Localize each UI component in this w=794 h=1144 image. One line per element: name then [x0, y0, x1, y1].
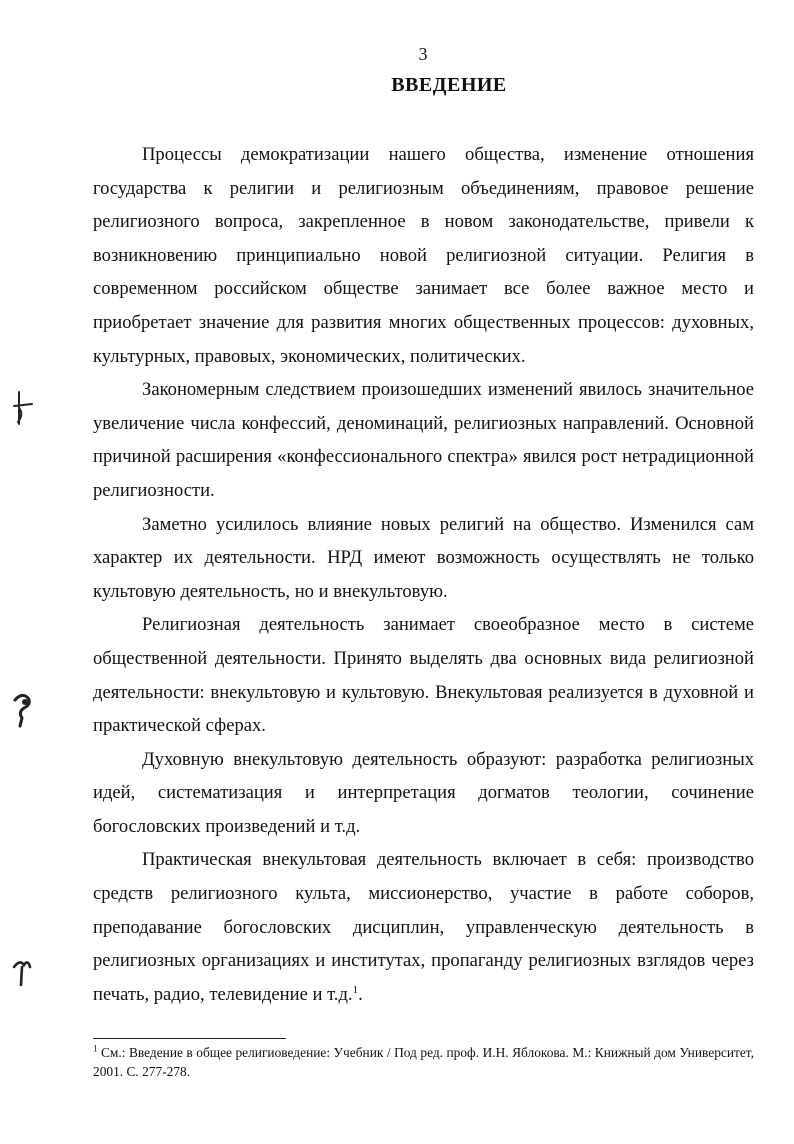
- paragraph-6: [93, 843, 754, 1011]
- paragraph-4-text: Религиозная деятельность занимает своеобразное место в системе общественной деятельности. Принято выделять два основных вида религиозной деятельности: внекультовую и культовую. Внекультовая реализуется в духовной и практической сферах.: [93, 614, 754, 737]
- paragraph-4: [93, 608, 754, 742]
- page-title: ВВЕДЕНИЕ: [391, 74, 507, 96]
- paragraph-1-text: Процессы демократизации нашего общества, изменение отношения государства к религии и религиозным объединениям, правовое решение религиозного вопроса, закрепленное в новом законодательстве, привели к возникновению принципиально новой религиозной ситуации. Религия в современном российском обществе занимает все более важное место и приобретает значение для развития многих общественных процессов: духовных, культурных, правовых, экономических, политических.: [93, 144, 754, 367]
- paragraph-5-text: Духовную внекультовую деятельность образуют: разработка религиозных идей, систематизация и интерпретация догматов теологии, сочинение богословских произведений и т.д.: [93, 748, 754, 837]
- paragraph-3-text: Заметно усилилось влияние новых религий на общество. Изменился сам характер их деятельности. НРД имеют возможность осуществлять не только культовую деятельность, но и внекультовую.: [93, 513, 754, 602]
- margin-scan-mark: [10, 388, 36, 433]
- paragraph-6-text: Практическая внекультовая деятельность включает в себя: производство средств религиозного культа, миссионерство, участие в работе соборов, преподавание богословских дисциплин, управленческую деятельность в религиозных организациях и институтах, пропаганду религиозных взглядов через печать, радио, телевидение и т.д.: [93, 849, 754, 1005]
- footnote-reference[interactable]: 1: [352, 983, 359, 996]
- paragraph-2: [93, 373, 754, 507]
- footnote-text: См.: Введение в общее религиоведение: Учебник / Под ред. проф. И.Н. Яблокова. М.: Книжный дом Университет, 2001. С. 277-278.: [93, 1045, 754, 1079]
- page-number: 3: [418, 44, 428, 64]
- paragraph-6-end: .: [358, 983, 363, 1005]
- footnote: [93, 1044, 754, 1081]
- paragraph-2-text: Закономерным следствием произошедших изменений явилось значительное увеличение числа конфессий, деноминаций, религиозных направлений. Основной причиной расширения «конфессионального спектра» явился рост нетрадиционной религиозности.: [93, 379, 754, 501]
- margin-scan-mark: [10, 955, 36, 1000]
- paragraph-5: [93, 743, 754, 844]
- paragraph-1: [93, 138, 754, 373]
- footnote-marker: 1: [93, 1043, 98, 1054]
- paragraph-3: [93, 508, 754, 609]
- margin-scan-mark: [10, 690, 36, 735]
- body-text: [93, 138, 754, 1011]
- footnote-divider: [93, 1038, 286, 1039]
